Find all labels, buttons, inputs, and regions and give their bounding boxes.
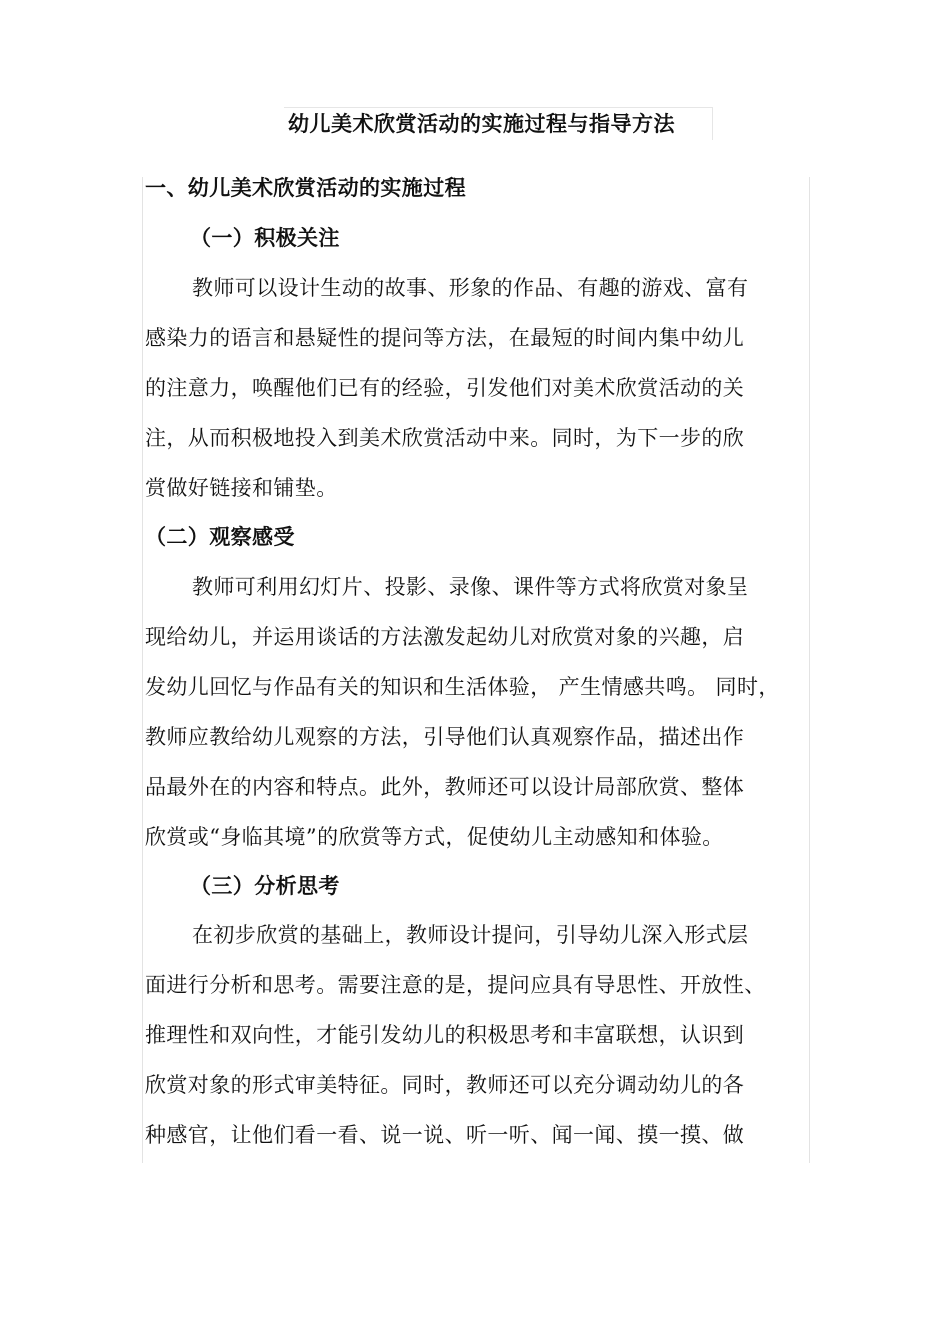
- paragraph-line: 赏做好链接和铺垫。: [145, 476, 338, 500]
- paragraph-line: 教师应教给幼儿观察的方法，引导他们认真观察作品，描述出作: [145, 725, 745, 749]
- paragraph-line: 在初步欣赏的基础上，教师设计提问，引导幼儿深入形式层: [192, 923, 749, 947]
- paragraph-line: 注，从而积极地投入到美术欣赏活动中来。同时，为下一步的欣: [145, 426, 745, 450]
- paragraph-line: 教师可以设计生动的故事、形象的作品、有趣的游戏、富有: [192, 276, 749, 300]
- subsection-heading-3: （三）分析思考: [190, 873, 340, 898]
- document-title: 幼儿美术欣赏活动的实施过程与指导方法: [288, 111, 675, 136]
- paragraph-line: 教师可利用幻灯片、投影、录像、课件等方式将欣赏对象呈: [192, 575, 749, 599]
- subsection-heading-1: （一）积极关注: [190, 225, 340, 250]
- section-heading-1: 一、幼儿美术欣赏活动的实施过程: [145, 175, 466, 200]
- paragraph-line: 种感官，让他们看一看、说一说、听一听、闻一闻、摸一摸、做: [145, 1123, 745, 1147]
- paragraph-line: 欣赏或“身临其境”的欣赏等方式，促使幼儿主动感知和体验。: [145, 825, 724, 849]
- paragraph-line: 欣赏对象的形式审美特征。同时，教师还可以充分调动幼儿的各: [145, 1073, 745, 1097]
- paragraph-line: 现给幼儿，并运用谈话的方法激发起幼儿对欣赏对象的兴趣，启: [145, 625, 745, 649]
- paragraph-line: 发幼儿回忆与作品有关的知识和生活体验， 产生情感共鸣。 同时，: [145, 675, 780, 699]
- paragraph-line: 推理性和双向性，才能引发幼儿的积极思考和丰富联想，认识到: [145, 1023, 745, 1047]
- paragraph-line: 面进行分析和思考。需要注意的是，提问应具有导思性、开放性、: [145, 973, 766, 997]
- paragraph-line: 的注意力，唤醒他们已有的经验，引发他们对美术欣赏活动的关: [145, 376, 745, 400]
- subsection-heading-2: （二）观察感受: [145, 524, 295, 549]
- paragraph-line: 品最外在的内容和特点。此外，教师还可以设计局部欣赏、整体: [145, 775, 745, 799]
- paragraph-line: 感染力的语言和悬疑性的提问等方法，在最短的时间内集中幼儿: [145, 326, 745, 350]
